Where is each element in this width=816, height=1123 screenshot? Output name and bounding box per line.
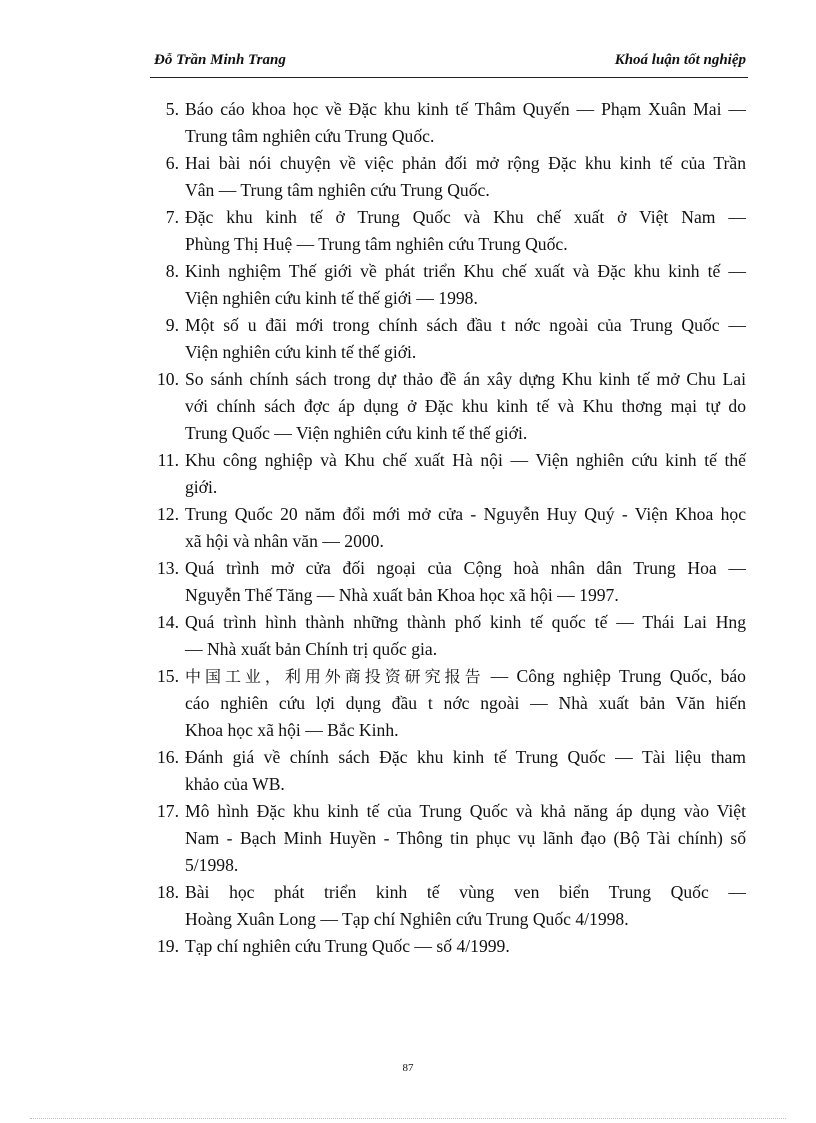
reference-line: Khu công nghiệp và Khu chế xuất Hà nội — Viện nghiên cứu kinh tế thế	[185, 450, 746, 470]
reference-line: — Nhà xuất bản Chính trị quốc gia.	[185, 639, 438, 659]
reference-line: Báo cáo khoa học về Đặc khu kinh tế Thâm Quyến — Phạm Xuân Mai —	[185, 99, 746, 119]
reference-line: 5/1998.	[185, 855, 239, 875]
reference-item	[152, 933, 746, 960]
reference-line: Hai bài nói chuyện về việc phản đối mở rộng Đặc khu kinh tế của Trần	[185, 153, 746, 173]
reference-line: Đặc khu kinh tế ở Trung Quốc và Khu chế xuất ở Việt Nam —	[185, 207, 746, 227]
header-author: Đỗ Trần Minh Trang	[154, 52, 286, 68]
header-divider	[150, 77, 748, 78]
reference-item	[152, 447, 746, 501]
reference-number: 11.	[157, 450, 179, 470]
reference-line: Trung Quốc — Viện nghiên cứu kinh tế thế giới.	[185, 423, 528, 443]
reference-line-text: — Công nghiệp Trung Quốc, báo	[490, 666, 746, 686]
reference-item	[152, 609, 746, 663]
reference-line: Quá trình mở cửa đối ngoại của Cộng hoà nhân dân Trung Hoa —	[185, 558, 746, 578]
reference-line	[185, 663, 746, 690]
reference-line: xã hội và nhân văn — 2000.	[185, 531, 384, 551]
reference-number: 7.	[165, 207, 179, 227]
reference-line: Hoàng Xuân Long — Tạp chí Nghiên cứu Trung Quốc 4/1998.	[185, 909, 629, 929]
reference-number: 15.	[157, 666, 179, 686]
reference-item	[152, 501, 746, 555]
reference-number: 9.	[165, 315, 179, 335]
reference-line: Kinh nghiệm Thế giới về phát triển Khu chế xuất và Đặc khu kinh tế —	[185, 261, 746, 281]
reference-item	[152, 879, 746, 933]
reference-number: 6.	[165, 153, 179, 173]
reference-line: Viện nghiên cứu kinh tế thế giới — 1998.	[185, 288, 478, 308]
reference-number: 18.	[157, 882, 179, 902]
reference-number: 12.	[157, 504, 179, 524]
footer-divider	[30, 1118, 786, 1119]
reference-item	[152, 366, 746, 447]
reference-line: với chính sách đợc áp dụng ở Đặc khu kinh tế và Khu thơng mại tự do	[185, 396, 746, 416]
reference-line: Một số u đãi mới trong chính sách đầu t nớc ngoài của Trung Quốc —	[185, 315, 746, 335]
reference-number: 8.	[165, 261, 179, 281]
page-header	[150, 50, 748, 74]
reference-number: 5.	[165, 99, 179, 119]
reference-item	[152, 555, 746, 609]
reference-item	[152, 258, 746, 312]
reference-list	[152, 96, 746, 960]
reference-chinese-title: 中国工业，利用外商投资研究报告	[185, 667, 485, 686]
header-document-type: Khoá luận tốt nghiệp	[614, 52, 746, 68]
reference-line: khảo của WB.	[185, 774, 285, 794]
reference-line: Vân — Trung tâm nghiên cứu Trung Quốc.	[185, 180, 490, 200]
reference-line: Trung tâm nghiên cứu Trung Quốc.	[185, 126, 435, 146]
reference-line: Mô hình Đặc khu kinh tế của Trung Quốc và khả năng áp dụng vào Việt	[185, 801, 746, 821]
reference-line: Tạp chí nghiên cứu Trung Quốc — số 4/1999.	[185, 936, 510, 956]
reference-line: Bài học phát triển kinh tế vùng ven biển Trung Quốc —	[185, 882, 746, 902]
reference-number: 19.	[157, 936, 179, 956]
reference-item	[152, 798, 746, 879]
reference-line: Nguyễn Thế Tăng — Nhà xuất bản Khoa học xã hội — 1997.	[185, 585, 619, 605]
reference-line: cáo nghiên cứu lợi dụng đầu t nớc ngoài — Nhà xuất bản Văn hiến	[185, 693, 746, 713]
reference-number: 17.	[157, 801, 179, 821]
reference-line: Nam - Bạch Minh Huyền - Thông tin phục vụ lãnh đạo (Bộ Tài chính) số	[185, 828, 746, 848]
page-number: 87	[402, 1062, 414, 1074]
reference-number: 16.	[157, 747, 179, 767]
reference-item	[152, 663, 746, 744]
reference-number: 10.	[157, 369, 179, 389]
reference-line: Đánh giá về chính sách Đặc khu kinh tế Trung Quốc — Tài liệu tham	[185, 747, 746, 767]
reference-line: giới.	[185, 477, 218, 497]
reference-line: Phùng Thị Huệ — Trung tâm nghiên cứu Trung Quốc.	[185, 234, 568, 254]
reference-item	[152, 204, 746, 258]
reference-item	[152, 96, 746, 150]
reference-item	[152, 744, 746, 798]
reference-item	[152, 150, 746, 204]
reference-line: Viện nghiên cứu kinh tế thế giới.	[185, 342, 417, 362]
reference-line: Khoa học xã hội — Bắc Kinh.	[185, 720, 399, 740]
reference-line: So sánh chính sách trong dự thảo đề án xây dựng Khu kinh tế mở Chu Lai	[185, 369, 746, 389]
reference-line: Quá trình hình thành những thành phố kinh tế quốc tế — Thái Lai Hng	[185, 612, 746, 632]
reference-item	[152, 312, 746, 366]
reference-number: 14.	[157, 612, 179, 632]
reference-number: 13.	[157, 558, 179, 578]
reference-line: Trung Quốc 20 năm đổi mới mở cửa - Nguyễn Huy Quý - Viện Khoa học	[185, 504, 746, 524]
